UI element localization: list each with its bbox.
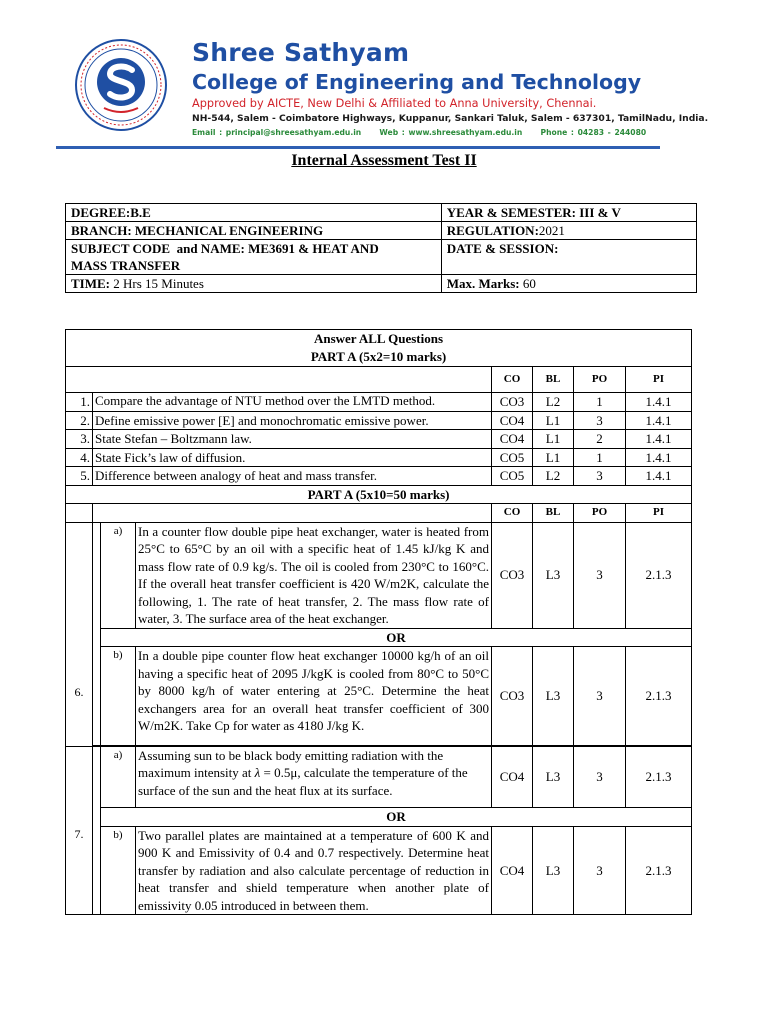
co-value: CO5 bbox=[492, 448, 533, 467]
part-a-title: PART A (5x2=10 marks) bbox=[310, 349, 447, 364]
part-b-question bbox=[66, 826, 692, 915]
regulation-label: REGULATION: bbox=[446, 223, 539, 238]
question-number: 1. bbox=[66, 393, 93, 412]
col-co: CO bbox=[492, 367, 533, 393]
co-value: CO4 bbox=[492, 826, 533, 915]
co-value: CO3 bbox=[492, 393, 533, 412]
part-b-question bbox=[66, 647, 692, 746]
bl-value: L2 bbox=[533, 393, 574, 412]
subject bbox=[66, 240, 442, 275]
pi-value: 2.1.3 bbox=[626, 826, 692, 915]
co-value: CO4 bbox=[492, 746, 533, 808]
sub-label: b) bbox=[101, 826, 136, 915]
bl-value: L1 bbox=[533, 448, 574, 467]
pi-value: 1.4.1 bbox=[626, 411, 692, 430]
college-logo bbox=[74, 38, 168, 132]
po-value: 1 bbox=[574, 448, 626, 467]
question-text: Compare the advantage of NTU method over the LMTD method. bbox=[93, 393, 492, 412]
part-b-question bbox=[66, 522, 692, 628]
co-value: CO3 bbox=[492, 647, 533, 746]
po-value: 3 bbox=[574, 647, 626, 746]
co-value: CO4 bbox=[492, 411, 533, 430]
col-bl: BL bbox=[533, 504, 574, 523]
question-text: In a counter flow double pipe heat exchanger, water is heated from 25°C to 65°C by an oil with a specific heat of 1.45 kJ/kg K and mass flow rate of 0.9 kg/s. The oil is cooled from 230°C to 160°C. If the overall heat transfer coefficient is 420 W/m2K, calculate the following, 1. The rate of heat transfer, 2. The mass flow rate of water, 3. The surface area of the heat exchanger. bbox=[136, 522, 492, 628]
date-session: DATE & SESSION: bbox=[441, 240, 696, 275]
pi-value: 2.1.3 bbox=[626, 522, 692, 628]
po-value: 3 bbox=[574, 411, 626, 430]
pi-value: 2.1.3 bbox=[626, 647, 692, 746]
bl-value: L1 bbox=[533, 411, 574, 430]
college-name: Shree Sathyam bbox=[192, 38, 410, 67]
part-b-question bbox=[66, 746, 692, 808]
part-a-question bbox=[66, 393, 692, 412]
col-po: PO bbox=[574, 367, 626, 393]
questions-table bbox=[65, 329, 692, 915]
bl-value: L1 bbox=[533, 430, 574, 449]
question-number: 6. bbox=[66, 522, 93, 746]
year-semester: YEAR & SEMESTER: III & V bbox=[441, 204, 696, 222]
sub-label: a) bbox=[101, 746, 136, 808]
max-marks bbox=[441, 275, 696, 293]
question-number: 5. bbox=[66, 467, 93, 486]
po-value: 3 bbox=[574, 522, 626, 628]
contact-line: Email : principal@shreesathyam.edu.in Web : www.shreesathyam.edu.in Phone : 04283 - 244080 bbox=[192, 128, 647, 137]
pi-value: 1.4.1 bbox=[626, 393, 692, 412]
question-text: In a double pipe counter flow heat exchanger 10000 kg/h of an oil having a specific heat of 2095 J/kgK is cooled from 80°C to 50°C by 8000 kg/h of water entering at 25°C. Determine the heat exchangers area for an overall heat transfer coefficient of 300 W/m2K. Take Cp for water as 4180 J/kg K. bbox=[136, 647, 492, 746]
max-marks-label: Max. Marks: bbox=[446, 276, 520, 291]
co-value: CO3 bbox=[492, 522, 533, 628]
time-value: 2 Hrs 15 Minutes bbox=[110, 276, 204, 291]
instruction: Answer ALL Questions bbox=[313, 331, 444, 346]
branch: BRANCH: MECHANICAL ENGINEERING bbox=[66, 222, 442, 240]
question-number: 3. bbox=[66, 430, 93, 449]
po-value: 2 bbox=[574, 430, 626, 449]
question-text-part: Assuming sun to be black body emitting radiation with the maximum intensity at bbox=[138, 747, 444, 780]
bl-value: L3 bbox=[533, 826, 574, 915]
part-a-question bbox=[66, 448, 692, 467]
bl-value: L3 bbox=[533, 522, 574, 628]
co-value: CO4 bbox=[492, 430, 533, 449]
subject-line-2: MASS TRANSFER bbox=[71, 258, 181, 273]
part-b-title: PART A (5x10=50 marks) bbox=[66, 485, 692, 504]
col-po: PO bbox=[574, 504, 626, 523]
po-value: 3 bbox=[574, 467, 626, 486]
question-text: Two parallel plates are maintained at a temperature of 600 K and 900 K and Emissivity of 0.4 and 0.7 respectively. Determine heat transfer by radiation and also calculate percentage of reduction in heat transfer and shield temperature when another plate of emissivity 0.05 introduced in between them. bbox=[136, 826, 492, 915]
po-value: 1 bbox=[574, 393, 626, 412]
co-value: CO5 bbox=[492, 467, 533, 486]
pi-value: 1.4.1 bbox=[626, 448, 692, 467]
header-divider bbox=[56, 146, 660, 149]
sub-label: a) bbox=[101, 522, 136, 628]
subject-line-1: SUBJECT CODE and NAME: ME3691 & HEAT AND bbox=[71, 241, 379, 256]
col-co: CO bbox=[492, 504, 533, 523]
question-text: State Fick’s law of diffusion. bbox=[93, 448, 492, 467]
question-text-part: = 0.5μ, calculate the temperature of the surface of the sun and the heat flux at its surface. bbox=[138, 765, 468, 798]
po-value: 3 bbox=[574, 826, 626, 915]
question-number: 4. bbox=[66, 448, 93, 467]
max-marks-value: 60 bbox=[519, 276, 536, 291]
question-number: 2. bbox=[66, 411, 93, 430]
time bbox=[66, 275, 442, 293]
or-separator: OR bbox=[101, 808, 692, 827]
col-pi: PI bbox=[626, 367, 692, 393]
exam-info-table bbox=[65, 203, 697, 293]
document-title: Internal Assessment Test II bbox=[291, 152, 477, 169]
pi-value: 1.4.1 bbox=[626, 430, 692, 449]
degree: DEGREE:B.E bbox=[66, 204, 442, 222]
col-pi: PI bbox=[626, 504, 692, 523]
question-text: Define emissive power [E] and monochromatic emissive power. bbox=[93, 411, 492, 430]
question-text: State Stefan – Boltzmann law. bbox=[93, 430, 492, 449]
college-full-name: College of Engineering and Technology bbox=[192, 70, 642, 94]
regulation-value: 2021 bbox=[538, 223, 565, 238]
sub-label: b) bbox=[101, 647, 136, 746]
part-a-question bbox=[66, 430, 692, 449]
pi-value: 1.4.1 bbox=[626, 467, 692, 486]
part-a-header bbox=[66, 330, 692, 367]
regulation bbox=[441, 222, 696, 240]
bl-value: L3 bbox=[533, 647, 574, 746]
pi-value: 2.1.3 bbox=[626, 746, 692, 808]
part-a-question bbox=[66, 467, 692, 486]
col-bl: BL bbox=[533, 367, 574, 393]
question-text: Difference between analogy of heat and mass transfer. bbox=[93, 467, 492, 486]
time-label: TIME: bbox=[71, 276, 110, 291]
address-line: NH-544, Salem - Coimbatore Highways, Kuppanur, Sankari Taluk, Salem - 637301, TamilNadu, India. bbox=[192, 113, 709, 124]
bl-value: L2 bbox=[533, 467, 574, 486]
or-separator: OR bbox=[101, 628, 692, 647]
po-value: 3 bbox=[574, 746, 626, 808]
lambda-symbol: λ bbox=[254, 765, 261, 780]
part-a-question bbox=[66, 411, 692, 430]
bl-value: L3 bbox=[533, 746, 574, 808]
question-text bbox=[136, 746, 492, 808]
question-number: 7. bbox=[66, 746, 93, 915]
approval-line: Approved by AICTE, New Delhi & Affiliated to Anna University, Chennai. bbox=[192, 97, 597, 110]
